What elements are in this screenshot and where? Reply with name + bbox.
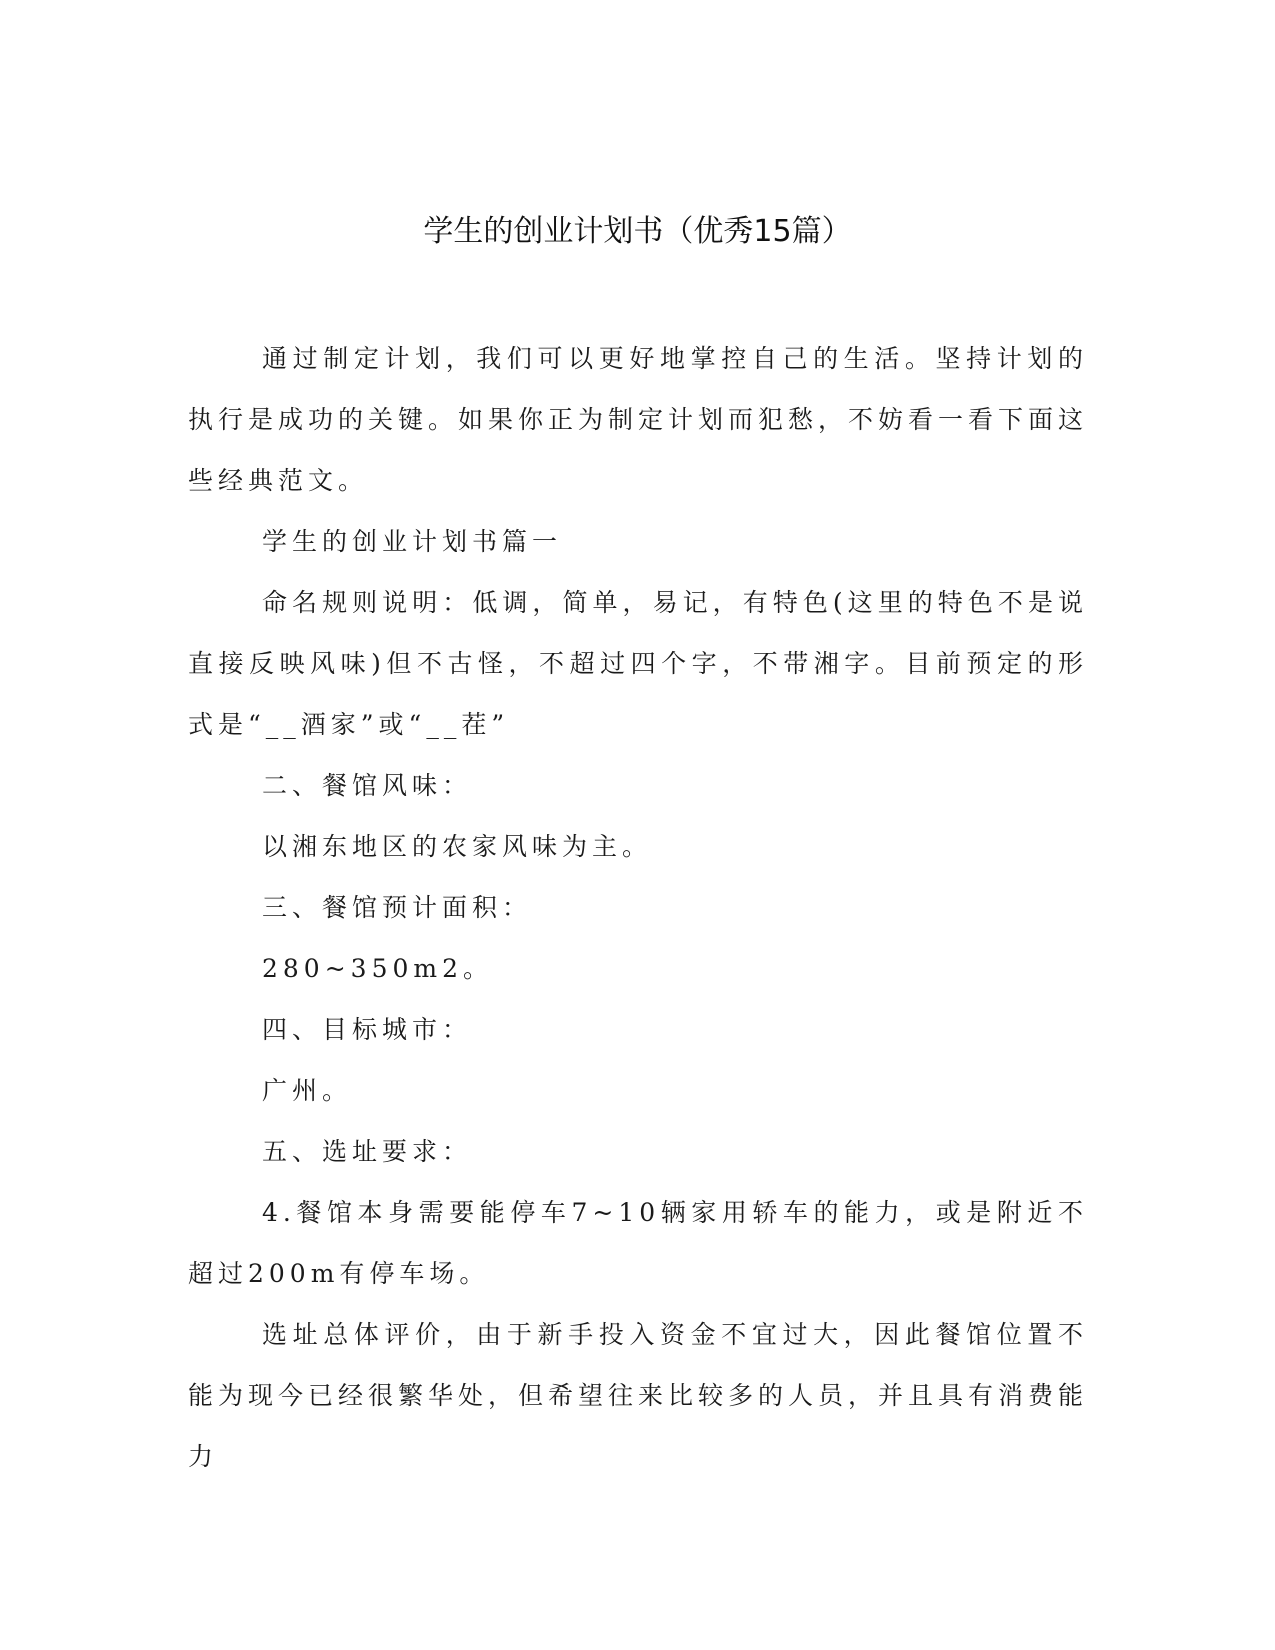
section-heading: 五、选址要求： [262,1137,473,1166]
body-paragraph: 以湘东地区的农家风味为主。 [262,832,653,861]
section-heading: 四、目标城市： [262,1015,473,1044]
parking-paragraph: 4.餐馆本身需要能停车7~10辆家用轿车的能力，或是附近不超过200m有停车场。 [188,1198,1088,1288]
section-heading: 三、餐馆预计面积： [262,893,533,922]
location-evaluation-paragraph: 选址总体评价，由于新手投入资金不宜过大，因此餐馆位置不能为现今已经很繁华处，但希望往来比较多的人员，并且具有消费能力 [188,1320,1089,1471]
document-title: 学生的创业计划书（优秀15篇） [423,214,852,249]
intro-paragraph: 通过制定计划，我们可以更好地掌控自己的生活。坚持计划的执行是成功的关键。如果你正为制定计划而犯愁，不妨看一看下面这些经典范文。 [188,344,1089,495]
section-heading: 二、餐馆风味： [262,771,473,800]
section-heading: 学生的创业计划书篇一 [262,527,563,556]
body-paragraph: 280~350m2。 [262,954,493,983]
body-paragraph: 广州。 [262,1076,353,1105]
naming-rules-paragraph: 命名规则说明：低调，简单，易记，有特色(这里的特色不是说直接反映风味)但不古怪，不超过四个字，不带湘字。目前预定的形式是“__酒家”或“__茬” [188,588,1088,739]
document-body [188,328,1088,1487]
